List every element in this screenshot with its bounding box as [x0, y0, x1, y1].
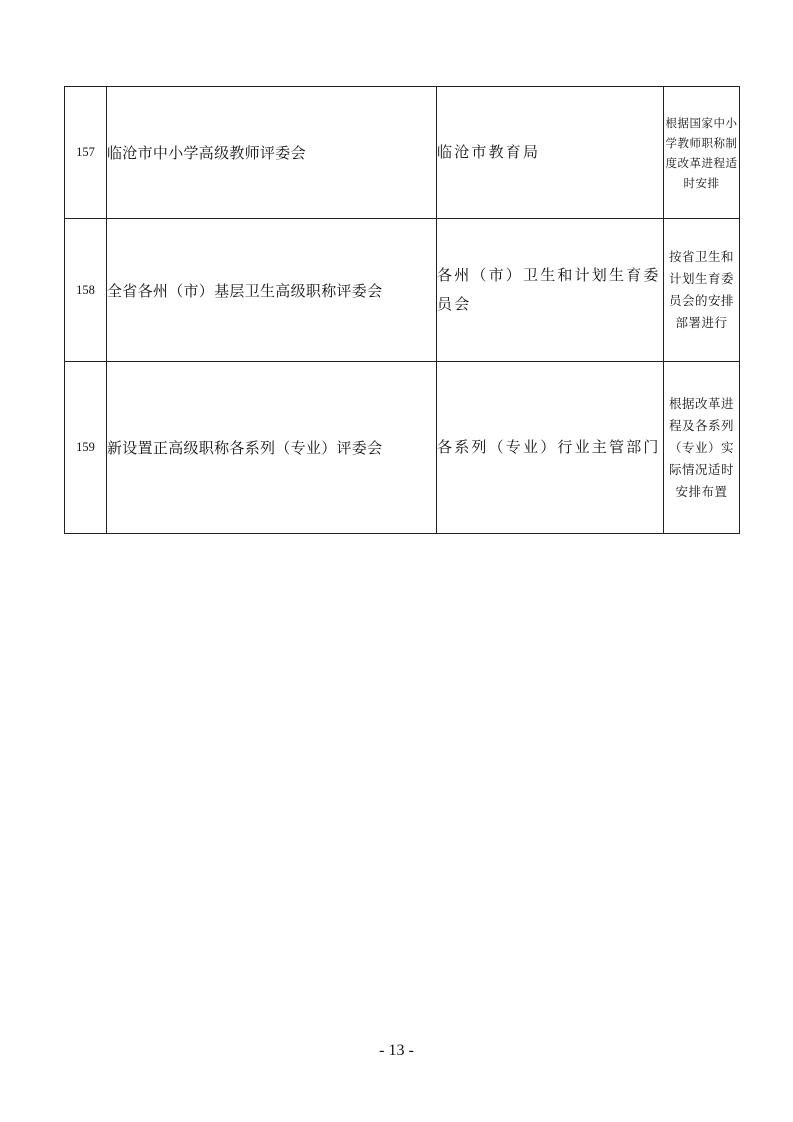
- schedule-note: 按省卫生和计划生育委员会的安排部署进行: [664, 219, 740, 362]
- schedule-note: 根据国家中小学教师职称制度改革进程适时安排: [664, 87, 740, 219]
- row-number: 157: [65, 87, 107, 219]
- committee-name: 新设置正高级职称各系列（专业）评委会: [107, 362, 437, 534]
- table-row: [65, 362, 740, 534]
- row-number: 159: [65, 362, 107, 534]
- organizing-department: 临沧市教育局: [437, 87, 664, 219]
- committee-name: 临沧市中小学高级教师评委会: [107, 87, 437, 219]
- row-number: 158: [65, 219, 107, 362]
- table-row: [65, 87, 740, 219]
- schedule-note: 根据改革进程及各系列（专业）实际情况适时安排布置: [664, 362, 740, 534]
- page-number: - 13 -: [379, 1042, 414, 1059]
- organizing-department: 各州（市）卫生和计划生育委员会: [437, 219, 664, 362]
- committee-table: [64, 86, 740, 534]
- table-row: [65, 219, 740, 362]
- committee-name: 全省各州（市）基层卫生高级职称评委会: [107, 219, 437, 362]
- organizing-department: 各系列（专业）行业主管部门: [437, 362, 664, 534]
